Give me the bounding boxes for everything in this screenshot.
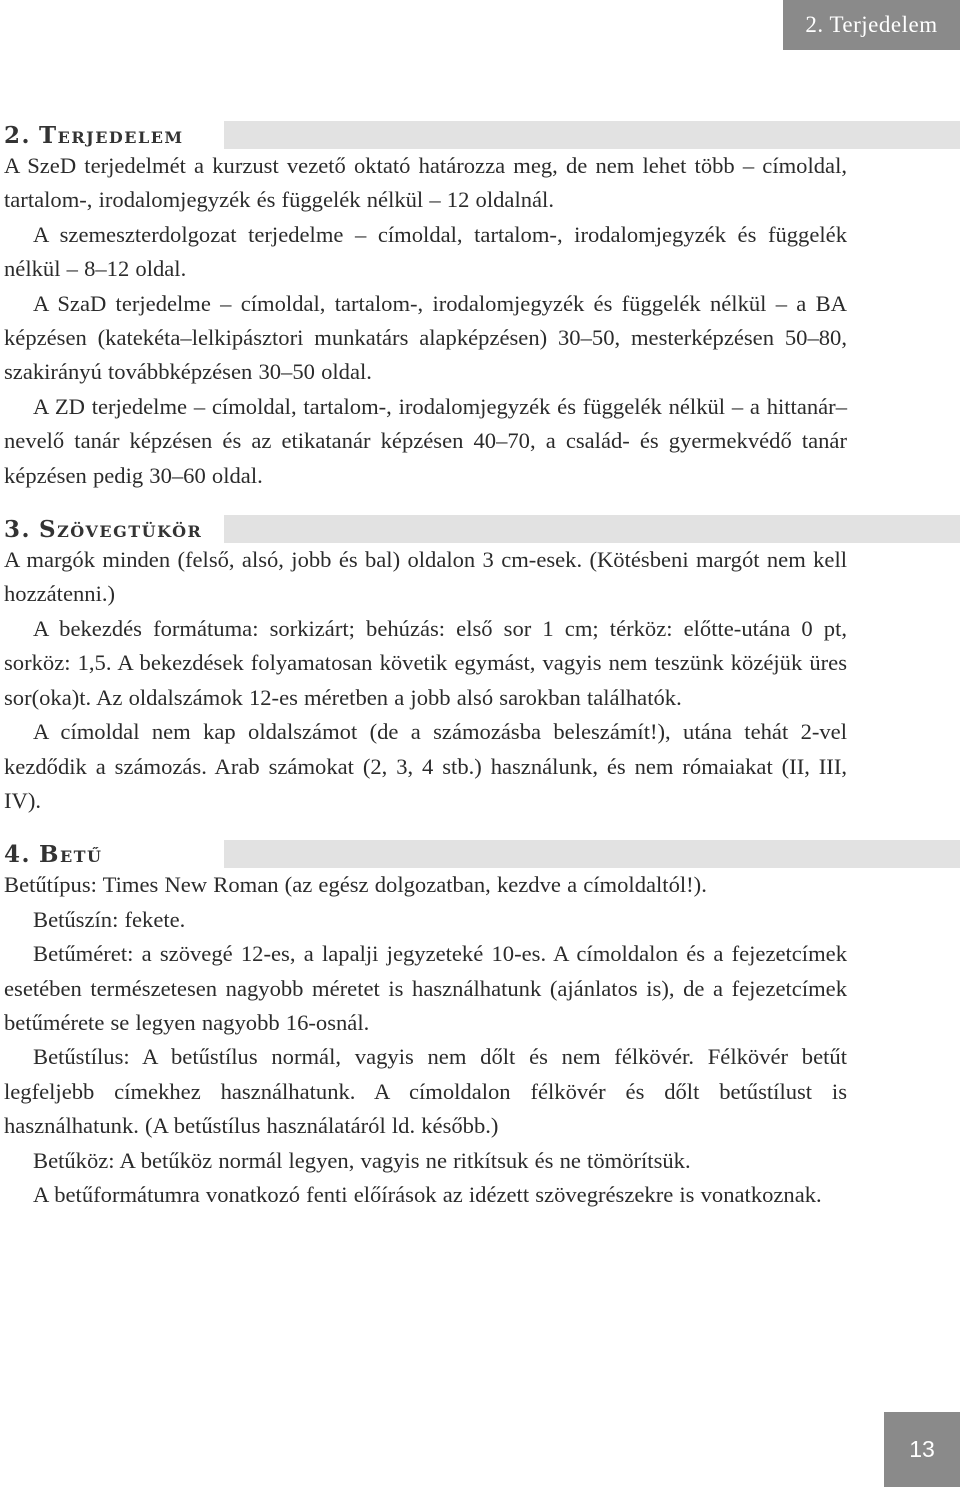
section-heading xyxy=(4,515,960,543)
paragraph: Betűméret: a szövegé 12-es, a lapalji jegyzeteké 10-es. A címoldalon és a fejezetcímek esetében természetesen nagyobb méretet is használhatunk (ajánlatos is), de a fejezetcímek betűmérete se legyen nagyobb 16-osnál. xyxy=(4,941,847,1035)
section-szovegtukor xyxy=(4,515,847,818)
section-title: Betű xyxy=(39,840,103,868)
paragraph: A SzaD terjedelme – címoldal, tartalom-, irodalomjegyzék és függelék nélkül – a BA képzésen (katekéta–lelkipásztori munkatárs alapképzésen) 30–50, mesterképzésen 50–80, szakirányú továbbképzésen 30–50 oldal. xyxy=(4,290,847,385)
paragraph: Betűköz: A betűköz normál legyen, vagyis ne ritkítsuk és ne tömörítsük. xyxy=(33,1147,691,1173)
paragraph: A ZD terjedelme – címoldal, tartalom-, irodalomjegyzék és függelék nélkül – a hittanár–nevelő tanár képzésen és az etikatanár képzésen 40–70, a család- és gyermekvédő tanár képzésen pedig 30–60 oldal. xyxy=(4,393,847,488)
paragraph: A bekezdés formátuma: sorkizárt; behúzás: első sor 1 cm; térköz: előtte-utána 0 pt, sorköz: 1,5. A bekezdések folyamatosan követik egymást, vagyis nem teszünk közéjük üres sor(oka)t. Az oldalszámok 12-es méretben a jobb alsó sarokban találhatók. xyxy=(4,615,847,710)
chapter-tab: 2. Terjedelem xyxy=(783,0,960,50)
section-terjedelem xyxy=(4,121,847,493)
paragraph: A szemeszterdolgozat terjedelme – címoldal, tartalom-, irodalomjegyzék és függelék nélkül – 8–12 oldal. xyxy=(4,221,847,282)
section-betu xyxy=(4,840,847,1212)
section-title: Terjedelem xyxy=(39,121,184,149)
section-number: 3. xyxy=(4,515,32,543)
paragraph: Betűtípus: Times New Roman (az egész dolgozatban, kezdve a címoldaltól!). xyxy=(4,872,707,898)
paragraph: A margók minden (felső, alsó, jobb és bal) oldalon 3 cm-esek. (Kötésbeni margót nem kell hozzátenni.) xyxy=(4,547,847,607)
page-number: 13 xyxy=(884,1412,960,1487)
section-number: 2. xyxy=(4,121,32,149)
paragraph: Betűszín: fekete. xyxy=(33,906,186,932)
section-title: Szövegtükör xyxy=(39,515,203,543)
paragraph: Betűstílus: A betűstílus normál, vagyis nem dőlt és nem félkövér. Félkövér betűt legfeljebb címekhez használhatunk. A címoldalon félkövér és dőlt betűstílust is használhatunk. (A betűstílus használatáról ld. később.) xyxy=(4,1044,847,1139)
page-content xyxy=(4,121,847,1212)
paragraph: A címoldal nem kap oldalszámot (de a számozásba beleszámít!), utána tehát 2-vel kezdődik a számozás. Arab számokat (2, 3, 4 stb.) használunk, és nem rómaiakat (II, III, IV). xyxy=(4,719,847,813)
section-heading xyxy=(4,840,960,868)
section-number: 4. xyxy=(4,840,32,868)
paragraph: A betűformátumra vonatkozó fenti előírások az idézett szövegrészekre is vonatkoznak. xyxy=(33,1181,822,1207)
paragraph: A SzeD terjedelmét a kurzust vezető oktató határozza meg, de nem lehet több – címoldal, tartalom-, irodalomjegyzék és függelék nélkül – 12 oldalnál. xyxy=(4,153,847,213)
section-heading xyxy=(4,121,960,149)
